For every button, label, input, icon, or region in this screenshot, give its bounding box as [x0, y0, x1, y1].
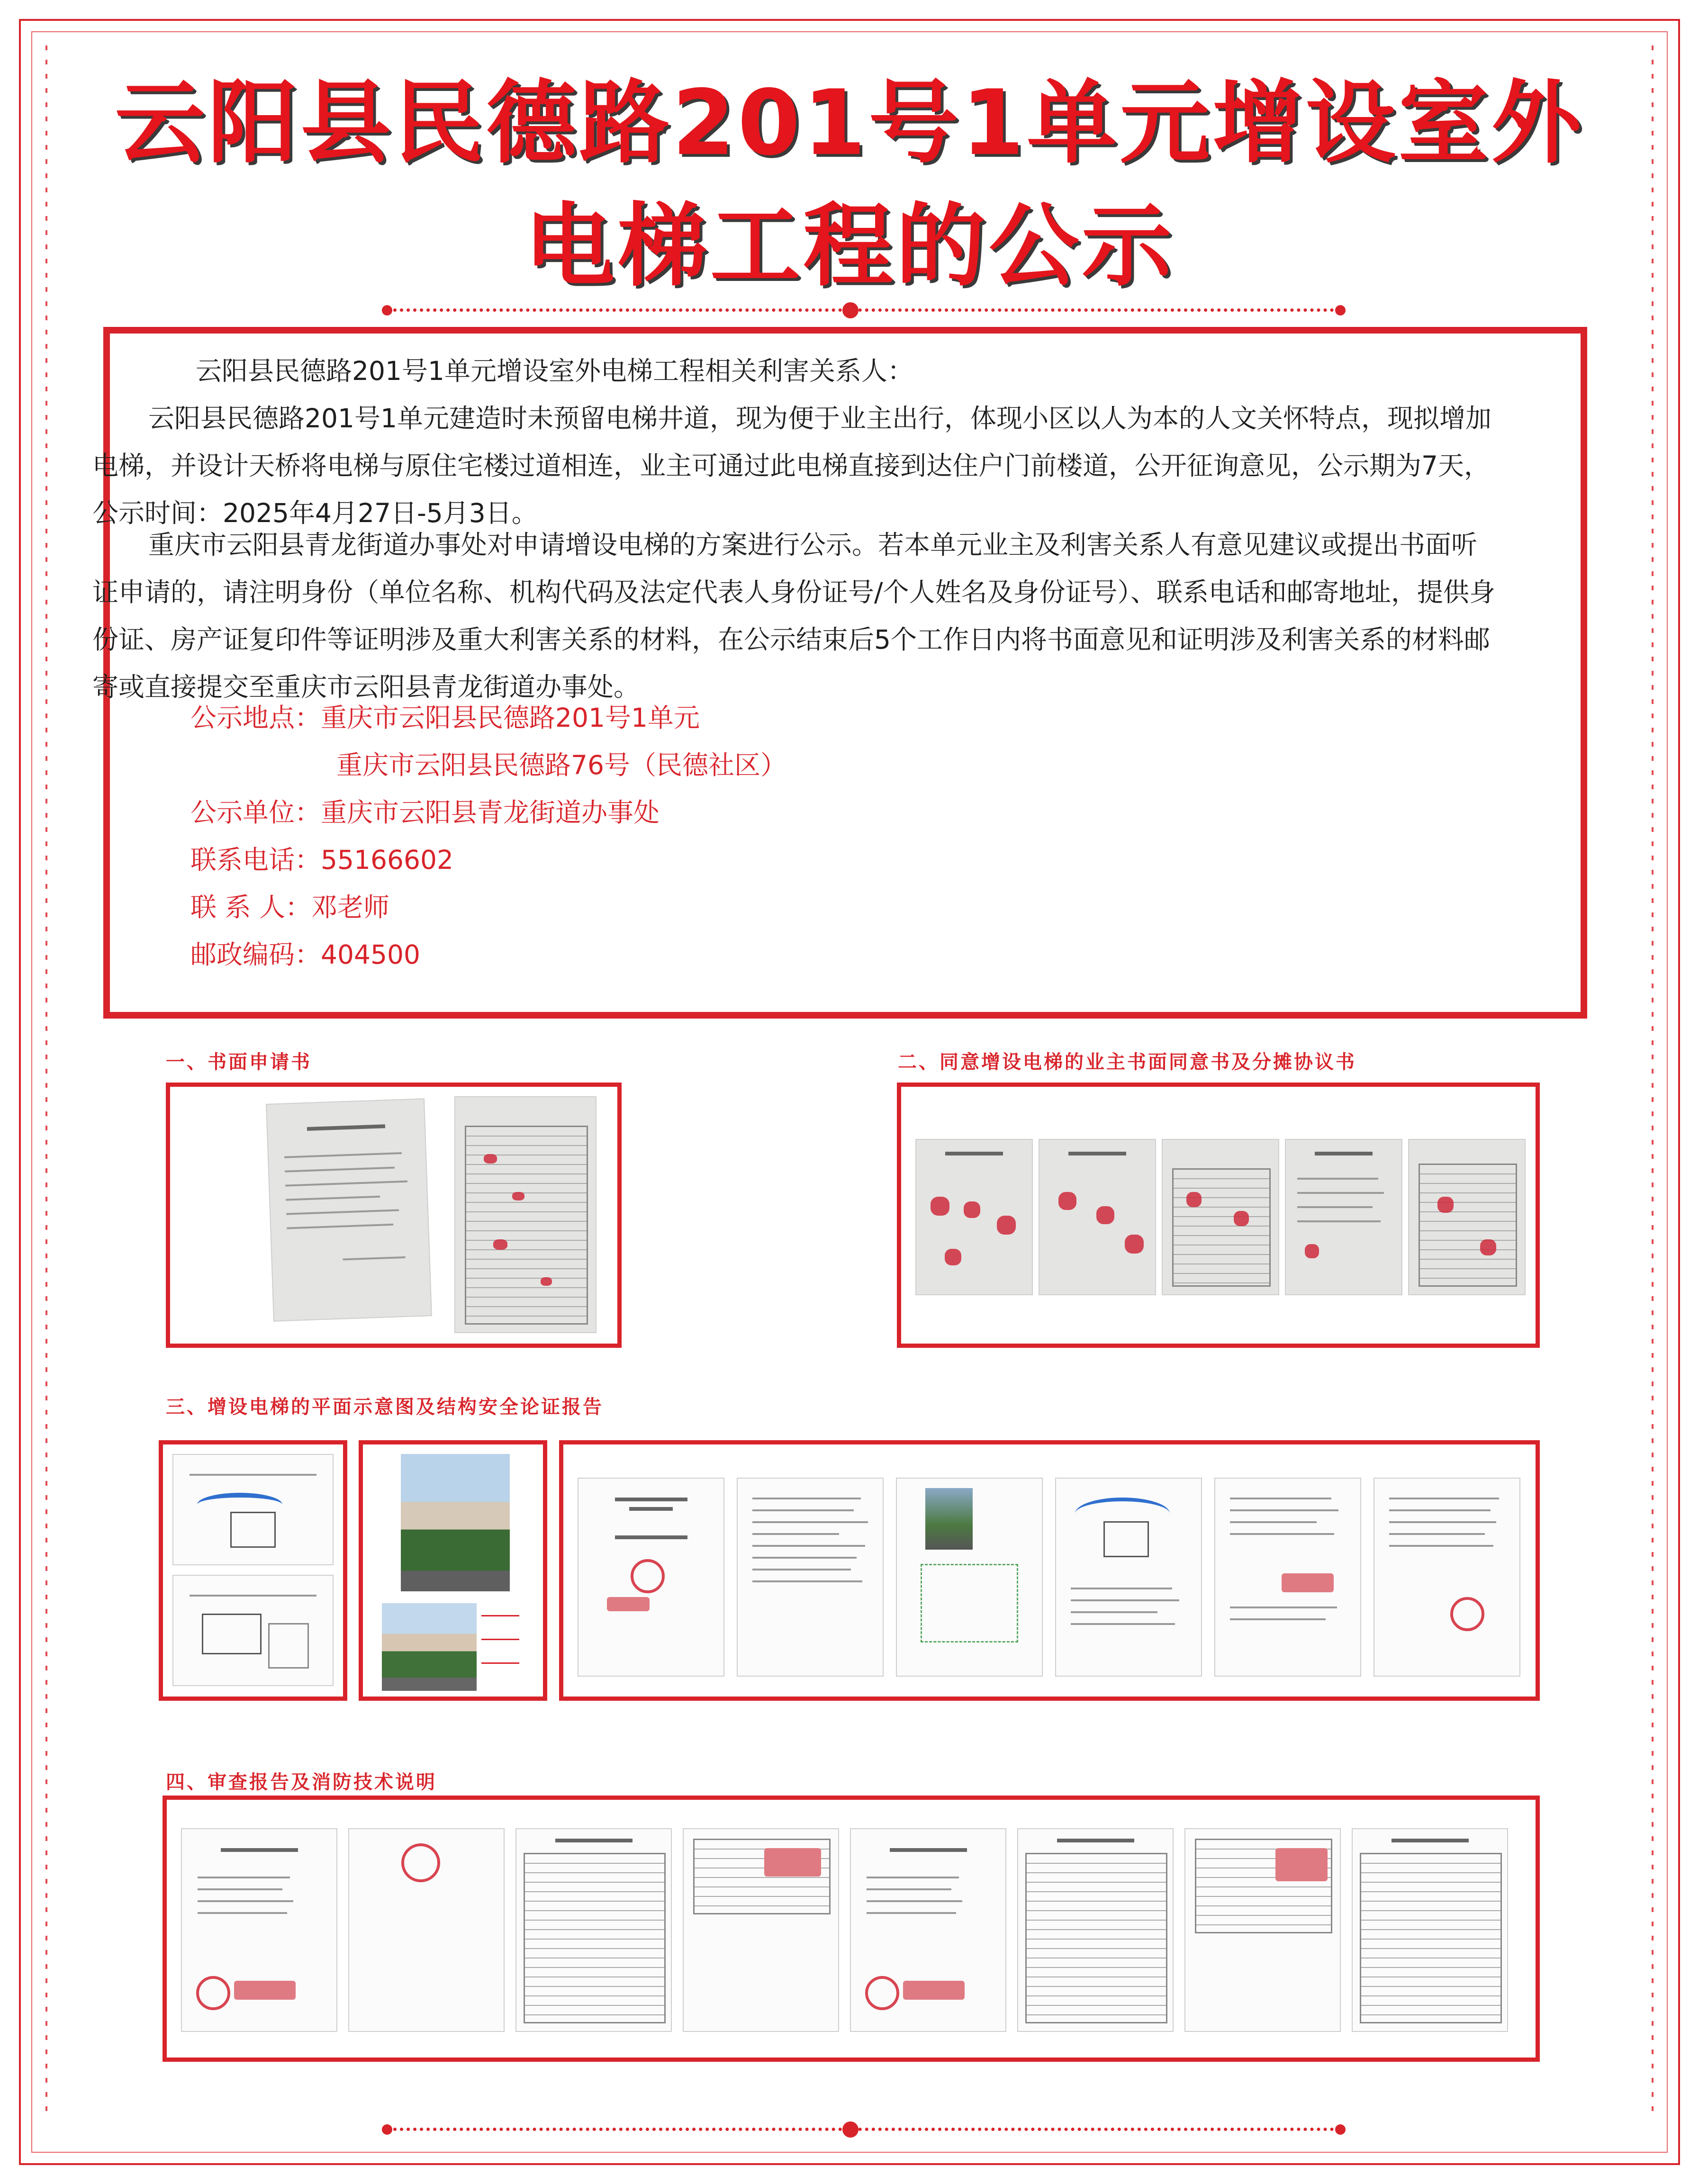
consent-form-1: [915, 1139, 1033, 1295]
page-title-line1: 云阳县民德路201号1单元增设室外: [115, 71, 1584, 175]
postcode-value: 404500: [321, 939, 420, 970]
unit-value: 重庆市云阳县青龙街道办事处: [321, 797, 660, 828]
cost-sharing-agreement-1: [1285, 1139, 1402, 1295]
location-value-2: 重庆市云阳县民德路76号（民德社区）: [336, 750, 786, 780]
building-photo-1: [401, 1454, 510, 1591]
section-3-photo-panel: [359, 1440, 547, 1701]
section-1-panel: [166, 1083, 622, 1348]
safety-report-page-3: [1055, 1478, 1202, 1677]
building-photo-annotated: [382, 1603, 477, 1691]
safety-report-page-2: [896, 1478, 1043, 1677]
section-heading-2: 二、同意增设电梯的业主书面同意书及分摊协议书: [898, 1051, 1356, 1073]
unit-row: [190, 789, 660, 836]
location-label: 公示地点：: [190, 703, 321, 733]
right-dotted-rail: [1652, 45, 1654, 2111]
section-3-report-panel: [559, 1440, 1540, 1701]
postcode-row: [190, 931, 420, 978]
review-certificate-2: [850, 1828, 1006, 2032]
section-4-panel: [163, 1796, 1540, 2062]
phone-value: 55166602: [321, 845, 453, 875]
section-3-plan-panel: [159, 1440, 347, 1701]
consent-form-2: [1039, 1139, 1156, 1295]
review-report-table-1: [515, 1828, 672, 2032]
consent-form-3: [1162, 1139, 1279, 1295]
contact-row: [190, 884, 389, 931]
review-stamp-page: [348, 1828, 505, 2032]
fire-safety-table-1: [1017, 1828, 1174, 2032]
fire-safety-table-3: [1352, 1828, 1508, 2032]
contact-label: 联 系 人：: [190, 892, 311, 922]
safety-report-cover: [578, 1478, 724, 1677]
section-heading-1: 一、书面申请书: [166, 1051, 312, 1073]
location-value-1: 重庆市云阳县民德路201号1单元: [321, 703, 700, 733]
phone-label: 联系电话：: [190, 845, 321, 875]
review-report-table-2: [683, 1828, 839, 2032]
notice-paragraph-2: 重庆市云阳县青龙街道办事处对申请增设电梯的方案进行公示。若本单元业主及利害关系人有意见建议或提出书面听证申请的，请注明身份（单位名称、机构代码及法定代表人身份证号/个人姓名及身份证号）、联系电话和邮寄地址，提供身份证、房产证复印件等证明涉及重大利害关系的材料，在公示结束后5个工作日内将书面意见和证明涉及利害关系的材料邮寄或直接提交至重庆市云阳县青龙街道办事处。: [92, 530, 1496, 702]
site-plan-drawing-1: [172, 1454, 334, 1565]
fire-safety-table-2: [1184, 1828, 1341, 2032]
page-title-line2: 电梯工程的公示: [524, 194, 1175, 298]
signature-list-photo: [454, 1096, 596, 1333]
review-certificate-1: [181, 1828, 337, 2032]
location-row: [190, 694, 700, 741]
section-heading-3: 三、增设电梯的平面示意图及结构安全论证报告: [166, 1396, 604, 1418]
section-heading-4: 四、审查报告及消防技术说明: [166, 1771, 437, 1793]
safety-report-page-4: [1214, 1478, 1361, 1677]
notice-salutation: 云阳县民德路201号1单元增设室外电梯工程相关利害关系人：: [196, 356, 913, 386]
section-2-panel: [897, 1083, 1540, 1348]
site-plan-drawing-2: [172, 1575, 334, 1686]
unit-label: 公示单位：: [190, 797, 321, 828]
contact-value: 邓老师: [311, 892, 389, 922]
notice-paragraph-1: 云阳县民德路201号1单元建造时未预留电梯井道，现为便于业主出行，体现小区以人为本的人文关怀特点，现拟增加电梯，并设计天桥将电梯与原住宅楼过道相连，业主可通过此电梯直接到达住户门前楼道，公开征询意见，公示期为7天，公示时间：2025年4月27日-5月3日。: [92, 403, 1491, 528]
safety-report-page-1: [737, 1478, 884, 1677]
left-dotted-rail: [45, 45, 47, 2111]
postcode-label: 邮政编码：: [190, 939, 321, 970]
safety-report-page-5: [1374, 1478, 1520, 1677]
application-letter-photo: [266, 1098, 432, 1321]
phone-row: [190, 836, 453, 884]
cost-sharing-agreement-2: [1408, 1139, 1526, 1295]
